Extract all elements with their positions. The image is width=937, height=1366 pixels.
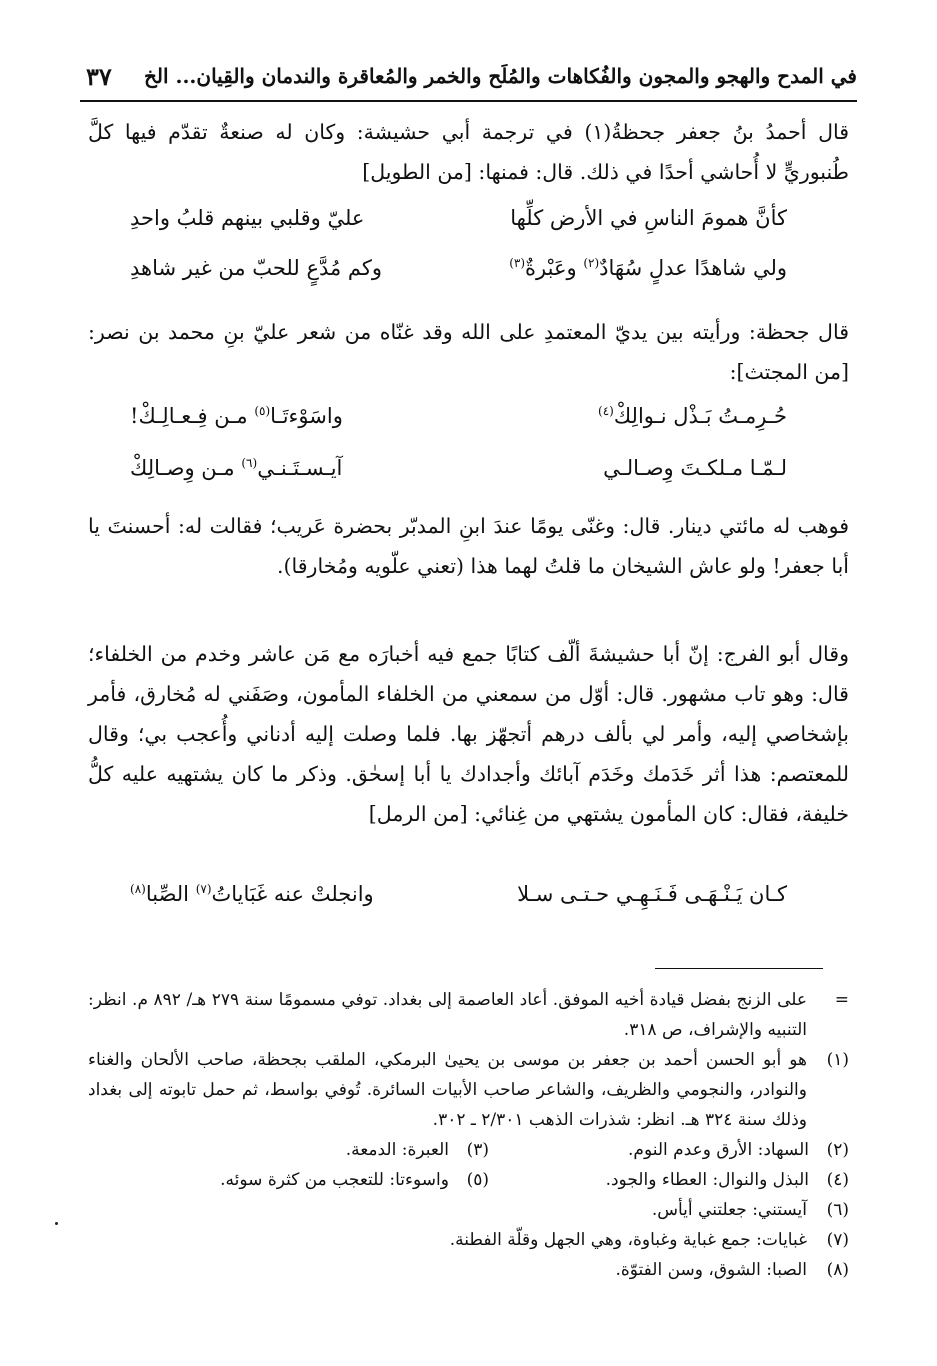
paragraph-2 (88, 312, 849, 392)
page-number: ٣٧ (86, 62, 112, 91)
verse-second-hemistich: آيـسـتَـنـي$^{(٦)}$ مـن وِصـالِكْ (130, 456, 343, 480)
footnote-marker: (٢) (826, 1140, 849, 1160)
scan-speck (55, 1222, 58, 1225)
footnote-text: هو أبو الحسن أحمد بن جعفر بن موسى بن يحيىٰ البرمكي، الملقب بجحظة، صاحب الألحان والغناء والنوادر، والنجومي والظريف، والشاعر صاحب الأبيات السائرة. تُوفي بواسط، ثم حمل تابوته إلى بغداد وذلك سنة ٣٢٤ هـ. انظر: شذرات الذهب ٢/٣٠١ ـ ٣٠٢. (88, 1050, 807, 1130)
footnote-ref: (٤) (598, 404, 614, 418)
verse-first-hemistich: ولي شاهدًا عدلٍ سُهَادٌ$^{(٢)}$ وعَبْرةٌ$^{(٣)}$ (509, 256, 787, 280)
paragraph-text: قال جحظة: ورأيته بين يديّ المعتمدِ على الله وقد غنّاه من شعر عليّ بنِ محمد بن نصر: [من المجتث]: (88, 320, 849, 384)
header-rule (80, 100, 857, 102)
footnote-marker: = (834, 990, 849, 1010)
paragraph-text: فوهب له مائتي دينار. قال: وغنّى يومًا عندَ ابنِ المدبّر بحضرة عَريب؛ فقالت له: أحسنتَ يا أبا جعفر! ولو عاش الشيخان ما قلتُ لهما هذا (تعني علّويه ومُخارقا). (88, 514, 849, 578)
verse-second-hemistich: وكم مُدَّعٍ للحبّ من غير شاهدِ (130, 256, 383, 280)
page-header (80, 62, 857, 96)
paragraph-4 (88, 634, 849, 834)
footnote-ref: (٣) (509, 256, 526, 270)
footnote-marker: (٨) (826, 1260, 849, 1280)
verse-first-hemistich: حُـرِمـتُ بَـذْل نـوالِكْ$^{(٤)}$ (598, 404, 787, 428)
verse-first-hemistich: لـمّـا مـلكـتَ وِصـالـي (603, 456, 787, 480)
paragraph-3 (88, 506, 849, 586)
footnote (88, 1225, 849, 1255)
footnote-pair (88, 1135, 849, 1165)
footnote-text: واسوءتا: للتعجب من كثرة سوئه. (220, 1170, 449, 1190)
footnote (628, 1135, 849, 1165)
footnote-marker: (١) (826, 1050, 849, 1070)
footnote-text: السهاد: الأرق وعدم النوم. (628, 1140, 809, 1160)
footnote-ref: (٧) (195, 882, 212, 896)
paragraph-1 (88, 112, 849, 192)
footnote-marker: (٥) (466, 1170, 489, 1190)
footnote-ref: (٢) (583, 256, 600, 270)
verse-first-hemistich: كأنَّ همومَ الناسِ في الأرض كلِّها (510, 206, 787, 230)
footnote (606, 1165, 849, 1195)
footnote (88, 985, 849, 1045)
verse-line (130, 206, 787, 246)
footnote-text: العبرة: الدمعة. (345, 1140, 449, 1160)
footnote-rule (655, 968, 823, 969)
footnote-marker: (٣) (466, 1140, 489, 1160)
footnote (88, 1195, 849, 1225)
paragraph-text: قال أحمدُ بنُ جعفر جحظةُ(١) في ترجمة أبي حشيشة: وكان له صنعةٌ تقدّم فيها كلَّ طُنبوريٍّ لا أُحاشي أحدًا في ذلك. قال: فمنها: [من الطويل] (88, 120, 850, 184)
footnote-ref: (٨) (130, 882, 146, 896)
footnote (346, 1135, 489, 1165)
footnote (220, 1165, 489, 1195)
running-title: في المدح والهجو والمجون والفُكاهات والمُلَح والخمر والمُعاقرة والندمان والقِيان... الخ (143, 64, 857, 88)
paragraph-text: وقال أبو الفرج: إنّ أبا حشيشةَ ألّف كتابًا جمع فيه أخبارَه مع مَن عاشر وخدم من الخلفاء؛ قال: وهو تاب مشهور. قال: أوّل من سمعني من الخلفاء المأمون، وصَفَني له مُخارق، فأمر بإشخاصي إليه، وأمر لي بألف درهم أتجهّز بها. فلما وصلت إليه أدناني وأُعجب بي؛ وقال للمعتصم: هذا أثر خَدَمك وخَدَم آبائك وأجدادك يا أبا إسحٰق. وذكر ما كان يشتهيه عليه كلُّ خليفة، فقال: كان المأمون يشتهي من غِنائي: [من الرمل] (88, 642, 849, 826)
verse-line (130, 882, 787, 922)
footnote-marker: (٦) (826, 1200, 849, 1220)
verse-line (130, 256, 787, 296)
footnotes (88, 985, 849, 1285)
verse-second-hemistich: عليّ وقلبي بينهم قلبُ واحدِ (130, 206, 365, 230)
verse-line (130, 404, 787, 444)
footnote-text: غبايات: جمع غباية وغباوة، وهي الجهل وقلّة الفطنة. (449, 1230, 807, 1250)
footnote-marker: (٧) (826, 1230, 849, 1250)
verse-first-hemistich: كـان يَـنْـهَـى فَـنَـهِـي حـتـى سـلا (517, 882, 787, 906)
footnote (88, 1045, 849, 1135)
verse-line (130, 456, 787, 496)
footnote-ref: (٦) (241, 456, 258, 470)
footnote-pair (88, 1165, 849, 1195)
verse-second-hemistich: وانجلتْ عنه غَبَاياتُ$^{(٧)}$ الصِّبا$^{(٨)}$ (130, 882, 374, 906)
footnote (88, 1255, 849, 1285)
verse-second-hemistich: واسَوْءتَـا$^{(٥)}$ مـن فِـعـالِـكْ! (130, 404, 343, 428)
footnote-ref: (٥) (254, 404, 271, 418)
footnote-text: الصبا: الشوق، وسن الفتوّة. (615, 1260, 807, 1280)
footnote-marker: (٤) (826, 1170, 849, 1190)
footnote-text: آيستني: جعلتني أيأس. (651, 1200, 807, 1220)
footnote-text: البذل والنوال: العطاء والجود. (605, 1170, 809, 1190)
footnote-text: على الزنج بفضل قيادة أخيه الموفق. أعاد العاصمة إلى بغداد. توفي مسمومًا سنة ٢٧٩ هـ/ ٨٩٢ م. انظر: التنبيه والإشراف، ص ٣١٨. (88, 990, 808, 1040)
